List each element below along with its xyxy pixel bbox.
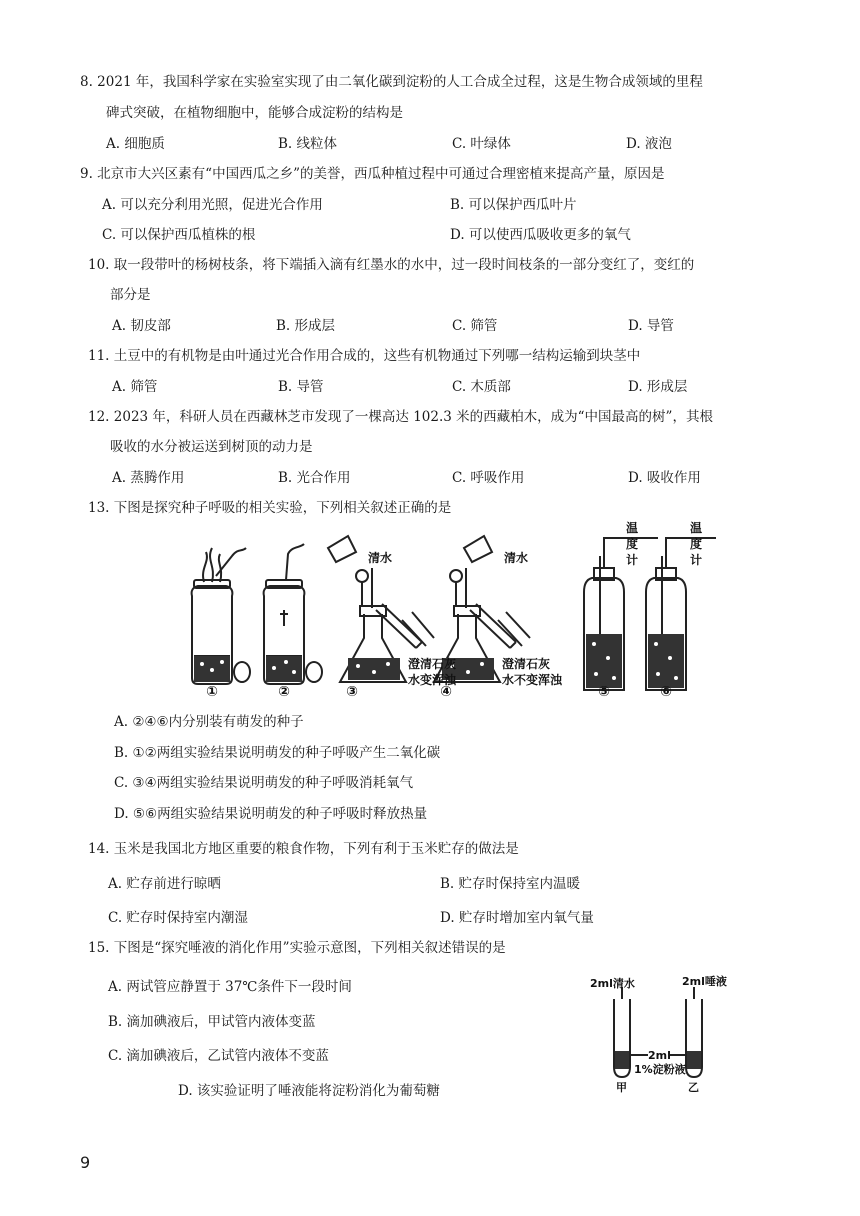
thermometer-5-char1: 温: [626, 521, 639, 535]
q15-option-a: A. 两试管应静置于 37℃条件下一段时间: [108, 979, 352, 995]
q13-option-d: D. ⑤⑥两组实验结果说明萌发的种子呼吸时释放热量: [114, 806, 428, 822]
q11-option-d: D. 形成层: [628, 379, 688, 395]
q14-stem: 14. 玉米是我国北方地区重要的粮食作物，下列有利于玉米贮存的做法是: [88, 841, 519, 857]
q11-option-b: B. 导管: [278, 379, 324, 395]
figure-label-4: ④: [440, 684, 452, 698]
q8-option-d: D. 液泡: [626, 136, 672, 152]
figure-label-3: ③: [346, 684, 358, 698]
q10-option-d: D. 导管: [628, 318, 674, 334]
q10-option-a: A. 韧皮部: [112, 318, 171, 334]
q12-option-d: D. 吸收作用: [628, 470, 701, 486]
limewater-label-4-line1: 澄清石灰: [502, 657, 551, 671]
q12-option-b: B. 光合作用: [278, 470, 351, 486]
q9-option-b: B. 可以保护西瓜叶片: [450, 197, 577, 213]
q13-option-b: B. ①②两组实验结果说明萌发的种子呼吸产生二氧化碳: [114, 745, 441, 761]
thermometer-6-char3: 计: [690, 553, 703, 567]
q8-stem-line2: 碑式突破，在植物细胞中，能够合成淀粉的结构是: [106, 105, 403, 121]
q11-stem: 11. 土豆中的有机物是由叶通过光合作用合成的，这些有机物通过下列哪一结构运输到块茎中: [88, 348, 641, 364]
q14-option-b: B. 贮存时保持室内温暖: [440, 876, 581, 892]
tube-jia-label: 甲: [616, 1081, 627, 1094]
seed-respiration-figure: [176, 518, 722, 698]
q15-option-c: C. 滴加碘液后，乙试管内液体不变蓝: [108, 1048, 329, 1064]
q13-stem: 13. 下图是探究种子呼吸的相关实验，下列相关叙述正确的是: [88, 500, 452, 516]
starch-volume-label: 2ml: [648, 1049, 671, 1062]
q12-stem-line1: 12. 2023 年，科研人员在西藏林芝市发现了一棵高达 102.3 米的西藏柏木，成为“中国最高的树”，其根: [88, 409, 713, 425]
q15-stem: 15. 下图是“探究唾液的消化作用”实验示意图，下列相关叙述错误的是: [88, 940, 506, 956]
q11-option-c: C. 木质部: [452, 379, 511, 395]
q12-option-c: C. 呼吸作用: [452, 470, 525, 486]
q15-option-b: B. 滴加碘液后，甲试管内液体变蓝: [108, 1014, 316, 1030]
q10-option-b: B. 形成层: [276, 318, 336, 334]
thermometer-5-char2: 度: [626, 537, 639, 551]
q10-option-c: C. 筛管: [452, 318, 498, 334]
limewater-label-4-line2: 水不变浑浊: [502, 673, 563, 687]
q10-stem-line2: 部分是: [110, 287, 151, 303]
q9-option-c: C. 可以保护西瓜植株的根: [102, 227, 256, 243]
limewater-label-3-line2: 水变浑浊: [408, 673, 457, 687]
q14-option-d: D. 贮存时增加室内氧气量: [440, 910, 594, 926]
water-label-3: 清水: [368, 551, 393, 565]
q9-option-d: D. 可以使西瓜吸收更多的氧气: [450, 227, 631, 243]
q15-option-d: D. 该实验证明了唾液能将淀粉消化为葡萄糖: [178, 1083, 440, 1099]
water-label-4: 清水: [504, 551, 529, 565]
q8-option-b: B. 线粒体: [278, 136, 338, 152]
right-tube-top-label: 2ml唾液: [682, 975, 727, 988]
q9-stem: 9. 北京市大兴区素有“中国西瓜之乡”的美誉，西瓜种植过程中可通过合理密植来提高产量，原因是: [80, 166, 665, 182]
q13-option-c: C. ③④两组实验结果说明萌发的种子呼吸消耗氧气: [114, 775, 414, 791]
q8-stem-line1: 8. 2021 年，我国科学家在实验室实现了由二氧化碳到淀粉的人工合成全过程，这是生物合成领域的里程: [80, 74, 703, 90]
saliva-digestion-diagram: [588, 975, 738, 1095]
q14-option-a: A. 贮存前进行晾晒: [108, 876, 221, 892]
thermometer-6-char2: 度: [690, 537, 703, 551]
saliva-digestion-figure: [588, 975, 738, 1095]
q12-stem-line2: 吸收的水分被运送到树顶的动力是: [110, 439, 313, 455]
page-number: 9: [80, 1153, 91, 1172]
q14-option-c: C. 贮存时保持室内潮湿: [108, 910, 248, 926]
q13-option-a: A. ②④⑥内分别装有萌发的种子: [114, 714, 304, 730]
left-tube-top-label: 2ml清水: [590, 977, 635, 990]
q8-option-a: A. 细胞质: [106, 136, 165, 152]
q9-option-a: A. 可以充分利用光照，促进光合作用: [102, 197, 323, 213]
q12-option-a: A. 蒸腾作用: [112, 470, 185, 486]
figure-label-2: ②: [278, 684, 290, 698]
q11-option-a: A. 筛管: [112, 379, 158, 395]
q8-option-c: C. 叶绿体: [452, 136, 511, 152]
figure-label-5: ⑤: [598, 684, 610, 698]
tube-yi-label: 乙: [688, 1081, 699, 1094]
starch-solution-label: 1%淀粉液: [634, 1063, 686, 1076]
limewater-label-3-line1: 澄清石灰: [408, 657, 457, 671]
thermometer-6-char1: 温: [690, 521, 703, 535]
q10-stem-line1: 10. 取一段带叶的杨树枝条，将下端插入滴有红墨水的水中，过一段时间枝条的一部分变红了，变红的: [88, 257, 695, 273]
figure-label-1: ①: [206, 684, 218, 698]
thermometer-5-char3: 计: [626, 553, 639, 567]
figure-label-6: ⑥: [660, 684, 672, 698]
seed-respiration-diagram: [176, 518, 722, 698]
